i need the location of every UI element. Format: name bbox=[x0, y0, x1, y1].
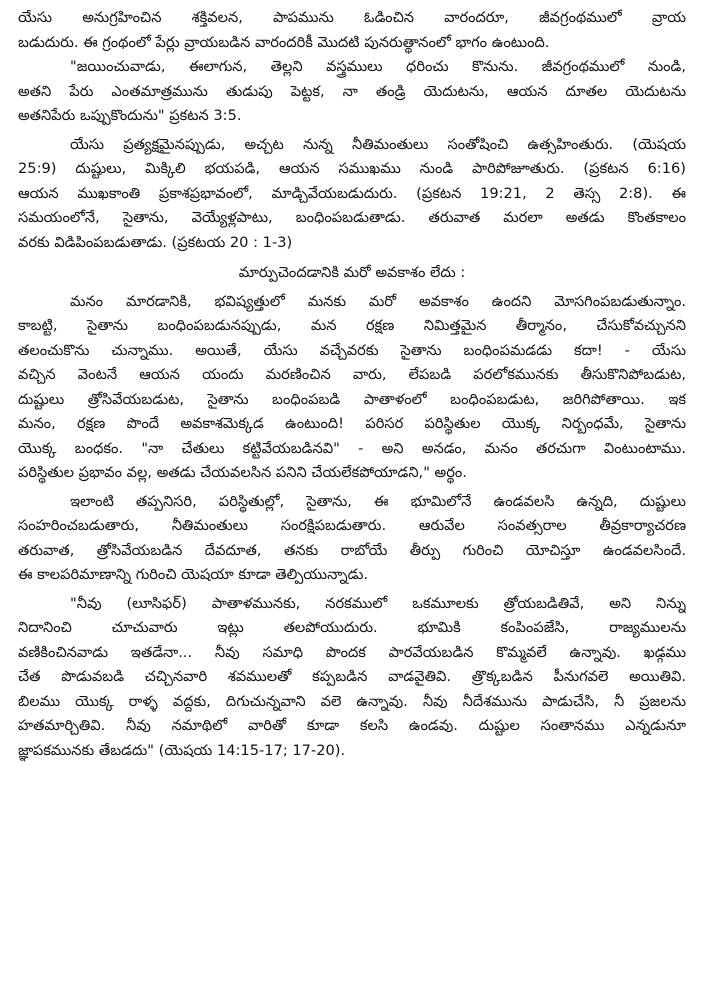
paragraph-jesus-appearance bbox=[18, 133, 686, 256]
paragraph-no-second-chance bbox=[18, 290, 686, 486]
text-line: బడుదురు. ఈ గ్రంథంలో పేర్లు వ్రాయబడిన వారందరికీ మొదటి పునరుత్థానంలో భాగం ఉంటుంది. bbox=[18, 33, 550, 51]
paragraph-isaiah-quote bbox=[18, 592, 686, 764]
text-line: తరువాత, త్రోసివేయబడిన దేవదూత, తనకు రాబోయే తీర్పు గురించి యోచిస్తూ ఉండవలసిందే. bbox=[18, 541, 686, 559]
text-line: మనం, రక్షణ పొందే అవకాశమెక్కడ ఉంటుంది! పరిసర పరిస్థితుల యొక్క నిర్బంధమే, సైతాను bbox=[18, 415, 686, 432]
text-line: "జయించువాడు, ఈలాగున, తెల్లని వస్త్రములు ధరించు కొనును. జీవగ్రంథములో నుండి, bbox=[70, 58, 686, 75]
text-line: చేత పొడువబడి చచ్చినవారి శవములతో కప్పబడిన వాడవైతివి. త్రొక్కబడిన పీనుగవలె అయితివి. bbox=[18, 668, 686, 685]
text-line: మనం మారడానికి, భవిష్యత్తులో మనకు మరో అవకాశం ఉందని మోసగింపబడుతున్నాం. bbox=[70, 292, 686, 310]
text-line: సమయంలోనే, సైతాను, వెయ్యేళ్లపాటు, బంధింపబడుతాడు. తరువాత మరలా అతడు కొంతకాలం bbox=[18, 209, 686, 226]
text-line: బిలము యొక్క రాళ్ళ వద్దకు, దిగుచున్నవాని వలె ఉన్నావు. నీవు నీదేశమును పాడుచేసి, నీ ప్రజలను bbox=[18, 692, 686, 710]
text-line: హతమార్చితివి. నీవు నమాథిలో వారితో కూడా కలసి ఉండవు. దుష్టుల సంతానము ఎన్నడునూ bbox=[18, 717, 686, 734]
text-line: వచ్చిన వెంటనే ఆయన యందు మరణించిన వారు, లేపబడి పరలోకమునకు తీసుకొనిపోబడుట, bbox=[18, 366, 686, 383]
text-line: యేసు ప్రత్యక్షమైనప్పుడు, అచ్చట నున్న నీతిమంతులు సంతోషించి ఉత్సహింతురు. (యెషయ bbox=[70, 135, 686, 153]
text-line: తలంచుకొను చున్నాము. అయితే, యేసు వచ్చేవరకు సైతాను బంధింపమడడు కదా! - యేసు bbox=[18, 341, 686, 359]
text-line: సంహరించబడుతారు, నీతిమంతులు సంరక్షిపబడుతారు. ఆరువేల సంవత్సరాల తీవ్రకార్యాచరణ bbox=[18, 517, 686, 534]
text-line: యేసు అనుగ్రహించిన శక్తివలన, పాపమును ఓడించిన వారందరూ, జీవగ్రంథములో వ్రాయ bbox=[18, 9, 686, 26]
text-line: ఆయన ముఖకాంతి ప్రకాశప్రభావంలో, మాడ్చివేయబడుదురు. (ప్రకటన 19:21, 2 తెస్స 2:8). ఈ bbox=[18, 184, 686, 202]
text-line: "నీవు (లూసిఫర్) పాతాళమునకు, నరకములో ఒకమూలకు త్రోయబడితివే, అని నిన్ను bbox=[70, 594, 686, 612]
text-line: అతని పేరు ఎంతమాత్రమును తుడుపు పెట్టక, నా తండ్రి యెదుటను, ఆయన దూతల యెదుటను bbox=[18, 82, 686, 100]
text-line: యొక్క బంధకం. "నా చేతులు కట్టివేయబడినవి" - అని అనడం, మనం తరచుగా వింటుంటాము. bbox=[18, 439, 686, 457]
text-line: జ్ఞాపకమునకు తేబడదు" (యెషయ 14:15-17; 17-20). bbox=[18, 741, 346, 759]
paragraph-revelation-quote bbox=[18, 55, 686, 129]
text-line: వణికించినవాడు ఇతడేనా... నీవు సమాధి పొందక పారవేయబడిన కొమ్మవలే ఉన్నావు. ఖడ్గము bbox=[18, 643, 686, 661]
paragraph-first-resurrection bbox=[18, 6, 686, 55]
text-line: 25:9) దుష్టులు, మిక్కిలి భయపడి, ఆయన సముఖము నుండి పారిపోజూతురు. (ప్రకటన 6:16) bbox=[18, 160, 686, 177]
text-line: ఈ కాలపరిమాణాన్ని గురించి యెషయా కూడా తెల్పియున్నాడు. bbox=[18, 566, 369, 583]
text-line: నిదానించి చూచువారు ఇట్లు తలపోయుదురు. భూమికి కంపింపజేసి, రాజ్యములను bbox=[18, 619, 686, 636]
section-heading: మార్పుచెందడానికి మరో అవకాశం లేదు : bbox=[238, 264, 466, 281]
text-line: వరకు విడిపింపబడుతాడు. (ప్రకటయ 20 : 1-3) bbox=[18, 233, 293, 251]
paragraph-satan-bound bbox=[18, 490, 686, 588]
text-line: కాబట్టి, సైతాను బంధింపబడునప్పుడు, మన రక్షణ నిమిత్తమైన తీర్మానం, చేసుకోవచ్చునని bbox=[18, 317, 686, 334]
text-line: అతనిపేరు ఒప్పుకొందును" ప్రకటన 3:5. bbox=[18, 107, 242, 124]
text-line: దుష్టులు త్రోసివేయబడుట, సైతాను బంధింపబడి పాతాళంలో బంధింపబడుట, జరిగిపోతాయి. ఇక bbox=[18, 390, 686, 408]
text-line: ఇలాంటి తప్పనిసరి, పరిస్థితుల్లో, సైతాను, ఈ భూమిలోనే ఉండవలసి ఉన్నది, దుష్టులు bbox=[70, 492, 686, 510]
text-line: పరిస్థితుల ప్రభావం వల్ల, అతడు చేయవలసిన పనిని చేయలేకపోయాడని," అర్థం. bbox=[18, 464, 467, 481]
